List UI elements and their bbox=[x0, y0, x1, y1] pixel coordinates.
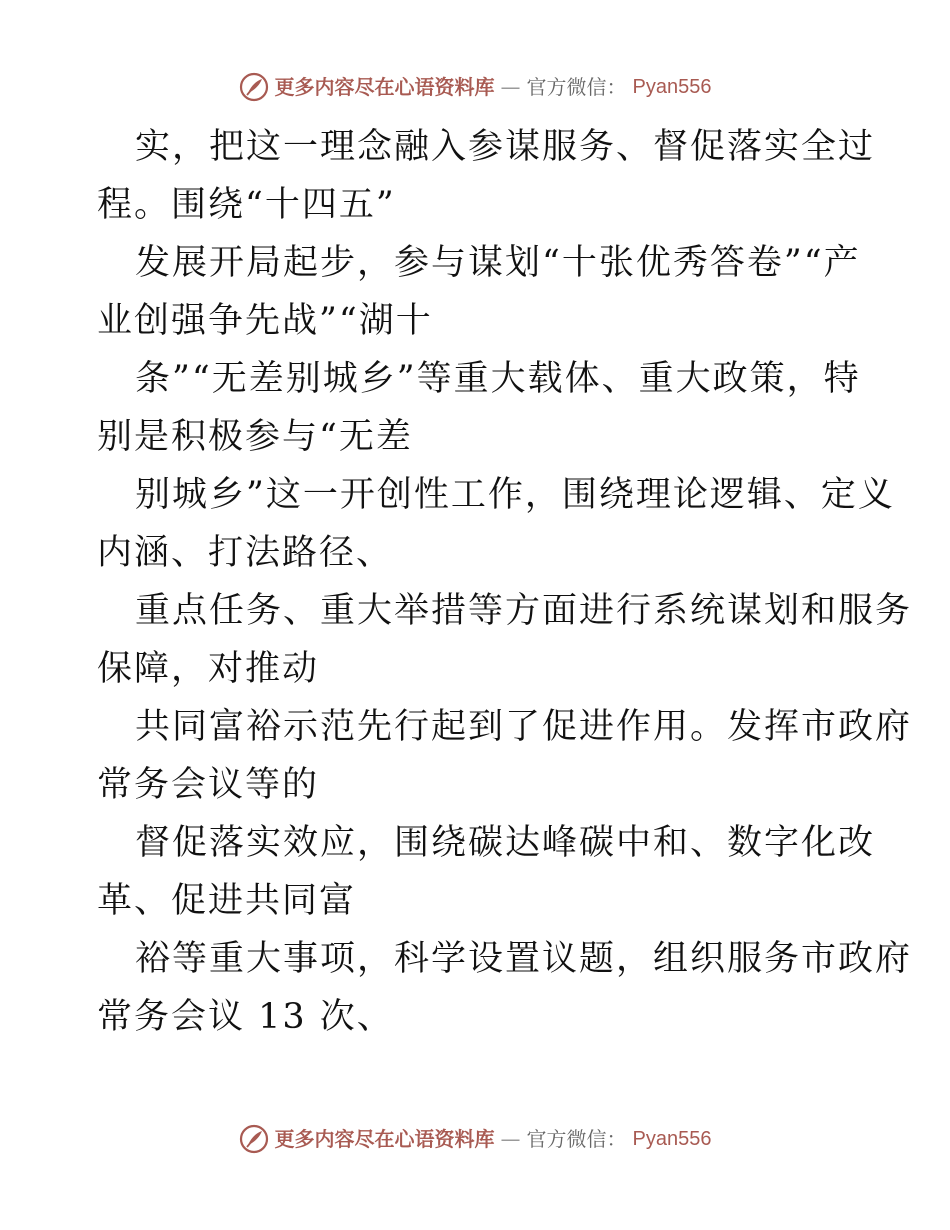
body-line: 督促落实效应，围绕碳达峰碳中和、数字化改 bbox=[135, 823, 876, 863]
feather-quill-logo-icon bbox=[239, 1124, 269, 1154]
body-line: 革、促进共同富 bbox=[97, 881, 357, 921]
footer-wechat-label: 官方微信： bbox=[526, 1127, 627, 1151]
body-line: 业创强争先战”“湖十 bbox=[97, 301, 433, 341]
body-line: 条”“无差别城乡”等重大载体、重大政策，特 bbox=[135, 359, 861, 399]
body-line: 重点任务、重大举措等方面进行系统谋划和服务 bbox=[135, 591, 913, 631]
body-line: 裕等重大事项，科学设置议题，组织服务市政府 bbox=[135, 939, 913, 979]
body-line: 内涵、打法路径、 bbox=[97, 533, 394, 573]
body-line: 共同富裕示范先行起到了促进作用。发挥市政府 bbox=[135, 707, 913, 747]
header-wechat-id: Pyan556 bbox=[632, 76, 712, 98]
body-line: 常务会议等的 bbox=[97, 765, 320, 805]
body-line: 实，把这一理念融入参谋服务、督促落实全过 bbox=[135, 127, 876, 167]
header-wechat-label: 官方微信： bbox=[526, 75, 627, 99]
header-separator: — bbox=[500, 75, 521, 99]
footer-wechat-id: Pyan556 bbox=[632, 1128, 712, 1150]
header-banner bbox=[0, 72, 950, 102]
body-line: 程。围绕“十四五” bbox=[97, 185, 396, 225]
header-site-name: 更多内容尽在心语资料库 bbox=[274, 75, 495, 99]
body-line: 发展开局起步，参与谋划“十张优秀答卷”“产 bbox=[135, 243, 861, 283]
document-body bbox=[97, 118, 913, 1046]
body-line: 常务会议 13 次、 bbox=[97, 997, 394, 1037]
body-line: 别城乡”这一开创性工作，围绕理论逻辑、定义 bbox=[135, 475, 895, 515]
body-line: 别是积极参与“无差 bbox=[97, 417, 413, 457]
body-line: 保障，对推动 bbox=[97, 649, 320, 689]
footer-banner bbox=[0, 1124, 950, 1154]
footer-separator: — bbox=[500, 1127, 521, 1151]
feather-quill-logo-icon bbox=[239, 72, 269, 102]
footer-site-name: 更多内容尽在心语资料库 bbox=[274, 1127, 495, 1151]
